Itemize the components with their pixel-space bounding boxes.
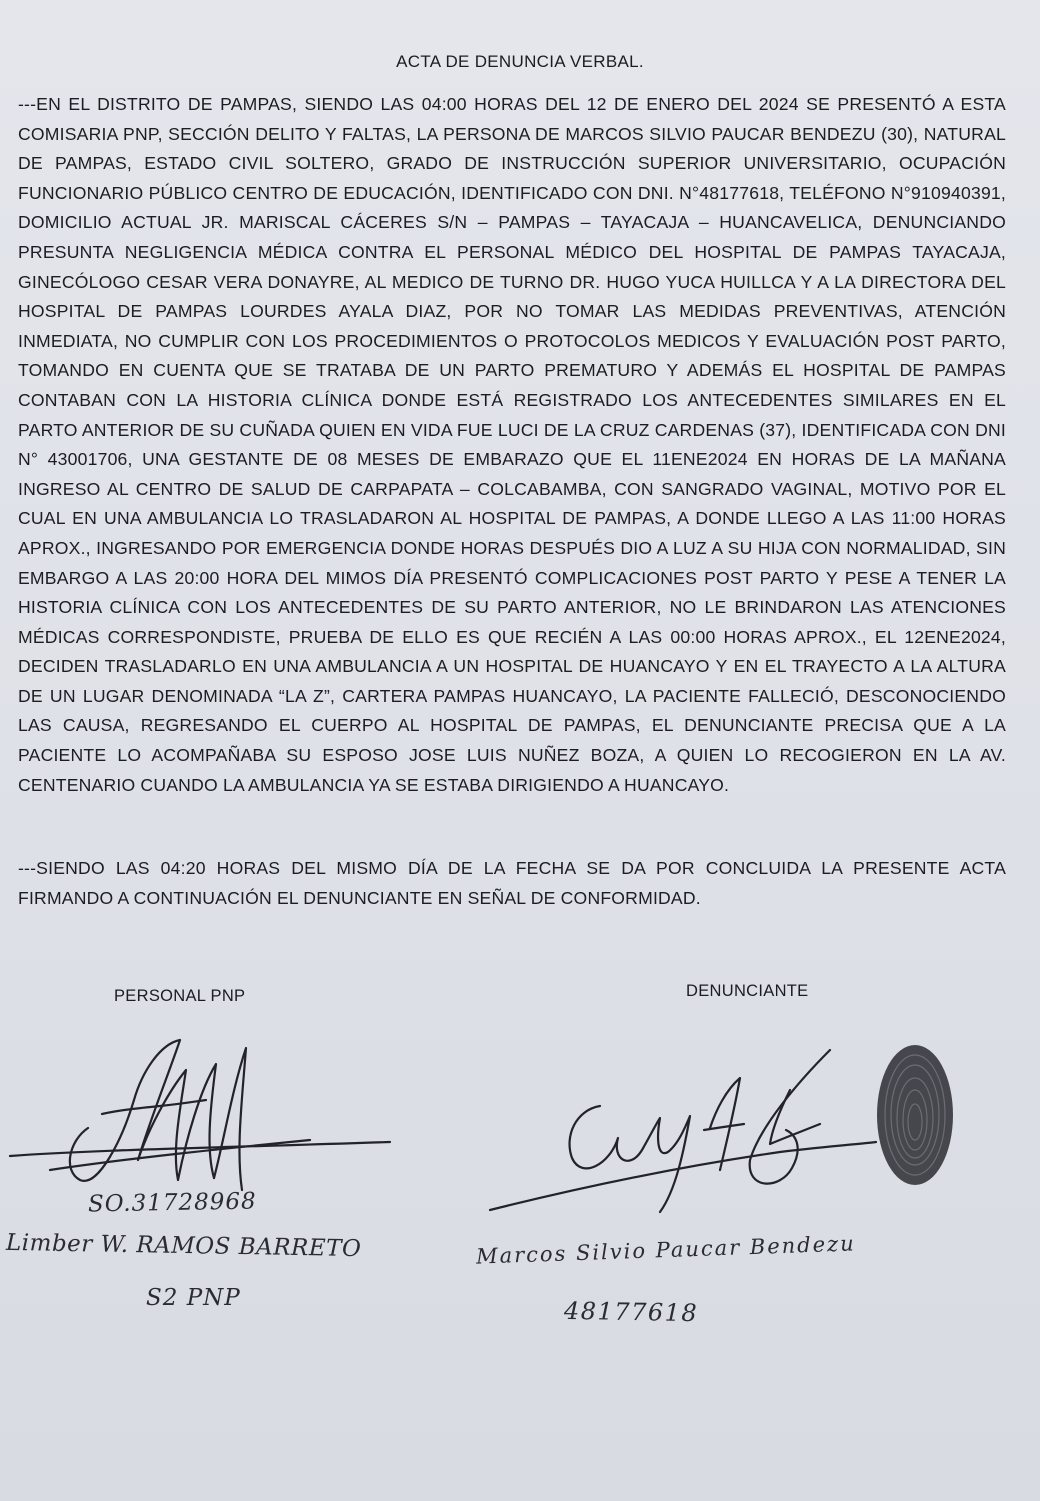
complainant-signature xyxy=(480,1040,880,1230)
fingerprint xyxy=(870,1040,960,1190)
pnp-signature xyxy=(10,1030,410,1200)
complainant-name-handwritten: Marcos Silvio Paucar Bendezu xyxy=(475,1231,857,1269)
closing-paragraph: ---SIENDO LAS 04:20 HORAS DEL MISMO DÍA DE LA FECHA SE DA POR CONCLUIDA LA PRESENTE ACTA FIRMANDO A CONTINUACIÓN EL DENUNCIANTE EN SEÑAL DE CONFORMIDAD. xyxy=(18,858,1006,908)
complaint-body-paragraph: ---EN EL DISTRITO DE PAMPAS, SIENDO LAS 04:00 HORAS DEL 12 DE ENERO DEL 2024 SE PRESENTÓ A ESTA COMISARIA PNP, SECCIÓN DELITO Y FALTAS, LA PERSONA DE MARCOS SILVIO PAUCAR BENDEZU (30), NATURAL DE PAMPAS, ESTADO CIVIL SOLTERO, GRADO DE INSTRUCCIÓN SUPERIOR UNIVERSITARIO, OCUPACIÓN FUNCIONARIO PÚBLICO CENTRO DE EDUCACIÓN, IDENTIFICADO CON DNI. N°48177618, TELÉFONO N°910940391, DOMICILIO ACTUAL JR. MARISCAL CÁCERES S/N – PAMPAS – TAYACAJA – HUANCAVELICA, DENUNCIANDO PRESUNTA NEGLIGENCIA MÉDICA CONTRA EL PERSONAL MÉDICO DEL HOSPITAL DE PAMPAS TAYACAJA, GINECÓLOGO CESAR VERA DONAYRE, AL MEDICO DE TURNO DR. HUGO YUCA HUILLCA Y A LA DIRECTORA DEL HOSPITAL DE PAMPAS LOURDES AYALA DIAZ, POR NO TOMAR LAS MEDIDAS PREVENTIVAS, ATENCIÓN INMEDIATA, NO CUMPLIR CON LOS PROCEDIMIENTOS O PROTOCOLOS MEDICOS Y EVALUACIÓN POST PARTO, TOMANDO EN CUENTA QUE SE TRATABA DE UN PARTO PREMATURO Y ADEMÁS EL HOSPITAL DE PAMPAS CONTABAN CON LA HISTORIA CLÍNICA DONDE ESTÁ REGISTRADO LOS ANTECEDENTES SIMILARES EN EL PARTO ANTERIOR DE SU CUÑADA QUIEN EN VIDA FUE LUCI DE LA CRUZ CARDENAS (37), IDENTIFICADA CON DNI N° 43001706, UNA GESTANTE DE 08 MESES DE EMBARAZO QUE EL 11ENE2024 EN HORAS DE LA MAÑANA INGRESO AL CENTRO DE SALUD DE CARPAPATA – COLCABAMBA, CON SANGRADO VAGINAL, MOTIVO POR EL CUAL EN UNA AMBULANCIA LO TRASLADARON AL HOSPITAL DE PAMPAS, A DONDE LLEGO A LAS 11:00 HORAS APROX., INGRESANDO POR EMERGENCIA DONDE HORAS DESPUÉS DIO A LUZ A SU HIJA CON NORMALIDAD, SIN EMBARGO A LAS 20:00 HORA DEL MIMOS DÍA PRESENTÓ COMPLICACIONES POST PARTO Y PESE A TENER LA HISTORIA CLÍNICA CON LOS ANTECEDENTES DE SU PARTO ANTERIOR, NO LE BRINDARON LAS ATENCIONES MÉDICAS CORRESPONDISTE, PRUEBA DE ELLO ES QUE RECIÉN A LAS 00:00 HORAS APROX., EL 12ENE2024, DECIDEN TRASLADARLO EN UNA AMBULANCIA A UN HOSPITAL DE HUANCAYO Y EN EL TRAYECTO A LA ALTURA DE UN LUGAR DENOMINADA “LA Z”, CARTERA PAMPAS HUANCAYO, LA PACIENTE FALLECIÓ, DESCONOCIENDO LAS CAUSA, REGRESANDO EL CUERPO AL HOSPITAL DE PAMPAS, EL DENUNCIANTE PRECISA QUE A LA PACIENTE LO ACOMPAÑABA SU ESPOSO JOSE LUIS NUÑEZ BOZA, A QUIEN LO RECOGIERON EN LA AV. CENTENARIO CUANDO LA AMBULANCIA YA SE ESTABA DIRIGIENDO A HUANCAYO. xyxy=(18,94,1006,795)
complainant-dni-handwritten: 48177618 xyxy=(563,1296,699,1328)
pnp-officer-rank-handwritten: S2 PNP xyxy=(146,1285,241,1311)
pnp-signature-label: PERSONAL PNP xyxy=(114,987,246,1005)
pnp-officer-id-handwritten: SO.31728968 xyxy=(87,1188,257,1218)
pnp-officer-name-handwritten: Limber W. RAMOS BARRETO xyxy=(5,1229,362,1263)
complainant-signature-label: DENUNCIANTE xyxy=(686,982,809,1000)
document-title: ACTA DE DENUNCIA VERBAL. xyxy=(396,52,644,71)
